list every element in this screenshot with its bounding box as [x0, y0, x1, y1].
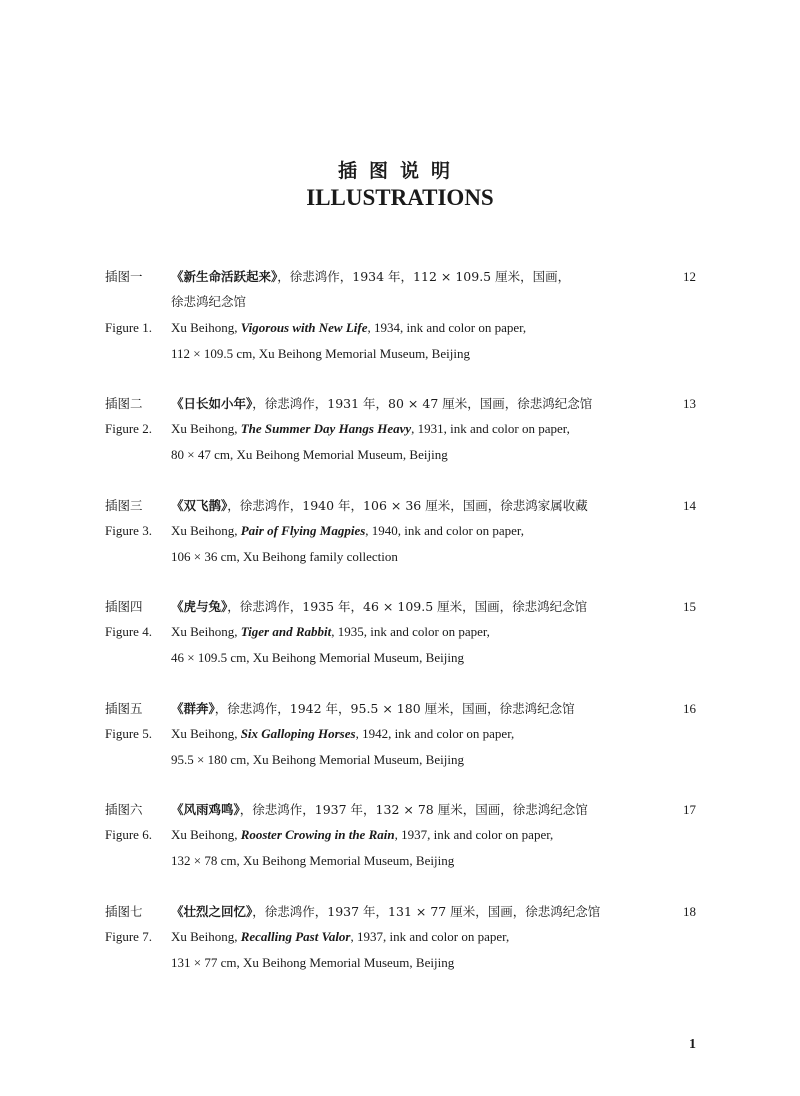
- page-reference: 14: [683, 497, 696, 513]
- chinese-caption: [171, 903, 600, 921]
- chinese-details: ，徐悲鸿作，1937 年，131 × 77 厘米，国画，徐悲鸿纪念馆: [252, 903, 601, 919]
- figure-label: Figure 5.: [105, 725, 152, 741]
- chinese-caption: [171, 497, 588, 515]
- artist-name: Xu Beihong,: [171, 320, 241, 335]
- chinese-title: 《壮烈之回忆》: [171, 903, 253, 919]
- english-caption: [171, 420, 570, 438]
- page-reference: 16: [683, 700, 696, 716]
- chinese-caption: [171, 598, 587, 616]
- english-caption-continued: 106 × 36 cm, Xu Beihong family collection: [171, 548, 398, 564]
- english-details: , 1931, ink and color on paper,: [411, 421, 570, 436]
- artwork-title: Tiger and Rabbit: [240, 624, 332, 639]
- artwork-title: Recalling Past Valor: [240, 928, 351, 944]
- chinese-caption: [171, 395, 592, 413]
- page-number: 1: [689, 1037, 696, 1052]
- chinese-details: ，徐悲鸿作，1935 年，46 × 109.5 厘米，国画，徐悲鸿纪念馆: [227, 599, 588, 614]
- chinese-title: 《双飞鹊》: [171, 497, 228, 513]
- english-caption-continued: 80 × 47 cm, Xu Beihong Memorial Museum, Beijing: [171, 447, 448, 462]
- chinese-title: 《虎与兔》: [171, 599, 228, 614]
- english-caption: [171, 725, 514, 743]
- english-caption-continued: 112 × 109.5 cm, Xu Beihong Memorial Museum, Beijing: [171, 346, 470, 361]
- chinese-label: 插图四: [105, 599, 143, 614]
- english-caption: [171, 319, 526, 337]
- english-details: , 1937, ink and color on paper,: [350, 928, 510, 944]
- english-caption-continued: 132 × 78 cm, Xu Beihong Memorial Museum, Beijing: [171, 853, 455, 868]
- chinese-details: ，徐悲鸿作，1934 年，112 × 109.5 厘米，国画，: [277, 269, 571, 284]
- illustration-entry: [0, 799, 800, 901]
- english-caption: [171, 826, 553, 844]
- illustration-list: [0, 266, 800, 1002]
- figure-label: Figure 6.: [105, 827, 152, 842]
- illustration-entry: [0, 901, 800, 1003]
- figure-label: Figure 3.: [105, 522, 152, 538]
- chinese-label: 插图五: [105, 700, 143, 716]
- chinese-title: 《日长如小年》: [171, 396, 253, 411]
- page-reference: 13: [683, 396, 696, 411]
- page-reference: 15: [683, 599, 696, 614]
- artwork-title: Six Galloping Horses: [240, 725, 356, 741]
- artist-name: Xu Beihong,: [171, 522, 241, 538]
- chinese-details: ，徐悲鸿作，1942 年，95.5 × 180 厘米，国画，徐悲鸿纪念馆: [214, 700, 575, 716]
- chinese-label: 插图七: [105, 903, 143, 919]
- chinese-caption: [171, 801, 588, 819]
- artist-name: Xu Beihong,: [171, 421, 241, 436]
- figure-label: Figure 2.: [105, 421, 152, 436]
- english-caption: [171, 522, 524, 540]
- page-title-english: ILLUSTRATIONS: [306, 185, 494, 210]
- artwork-title: Vigorous with New Life: [240, 320, 368, 335]
- chinese-label: 插图六: [105, 802, 143, 817]
- chinese-label: 插图三: [105, 497, 143, 513]
- english-details: , 1935, ink and color on paper,: [331, 624, 490, 639]
- english-caption-continued: 46 × 109.5 cm, Xu Beihong Memorial Museum, Beijing: [171, 650, 464, 665]
- artist-name: Xu Beihong,: [171, 827, 241, 842]
- english-caption: [171, 928, 509, 946]
- figure-label: Figure 4.: [105, 624, 152, 639]
- chinese-details: ，徐悲鸿作，1931 年，80 × 47 厘米，国画，徐悲鸿纪念馆: [252, 396, 593, 411]
- illustration-entry: [0, 495, 800, 597]
- chinese-details: ，徐悲鸿作，1937 年，132 × 78 厘米，国画，徐悲鸿纪念馆: [239, 802, 588, 817]
- page-reference: 18: [683, 903, 696, 919]
- page-title-chinese: 插图说明: [337, 160, 462, 182]
- english-caption-continued: 131 × 77 cm, Xu Beihong Memorial Museum, Beijing: [171, 954, 455, 970]
- illustration-entry: [0, 596, 800, 698]
- artwork-title: Pair of Flying Magpies: [240, 522, 366, 538]
- artist-name: Xu Beihong,: [171, 725, 241, 741]
- chinese-details: ，徐悲鸿作，1940 年，106 × 36 厘米，国画，徐悲鸿家属收藏: [227, 497, 588, 513]
- figure-label: Figure 1.: [105, 320, 152, 335]
- page-reference: 17: [683, 802, 696, 817]
- chinese-caption: [171, 268, 570, 286]
- chinese-title: 《风雨鸡鸣》: [171, 802, 240, 817]
- chinese-caption: [171, 700, 575, 718]
- english-details: , 1942, ink and color on paper,: [355, 725, 515, 741]
- artist-name: Xu Beihong,: [171, 928, 241, 944]
- english-caption: [171, 623, 490, 641]
- english-caption-continued: 95.5 × 180 cm, Xu Beihong Memorial Museum, Beijing: [171, 751, 464, 767]
- english-details: , 1940, ink and color on paper,: [365, 522, 524, 538]
- english-details: , 1937, ink and color on paper,: [394, 827, 554, 842]
- artwork-title: Rooster Crowing in the Rain: [240, 827, 395, 842]
- chinese-title: 《新生命活跃起来》: [171, 269, 278, 284]
- chinese-label: 插图二: [105, 396, 143, 411]
- artwork-title: The Summer Day Hangs Heavy: [240, 421, 412, 436]
- artist-name: Xu Beihong,: [171, 624, 241, 639]
- chinese-title: 《群奔》: [171, 700, 215, 716]
- english-details: , 1934, ink and color on paper,: [367, 320, 527, 335]
- page-reference: 12: [683, 269, 696, 284]
- illustration-entry: [0, 266, 800, 393]
- illustration-entry: [0, 698, 800, 800]
- illustration-entry: [0, 393, 800, 495]
- figure-label: Figure 7.: [105, 928, 152, 944]
- chinese-caption-continued: 徐悲鸿纪念馆: [171, 294, 247, 309]
- chinese-label: 插图一: [105, 269, 143, 284]
